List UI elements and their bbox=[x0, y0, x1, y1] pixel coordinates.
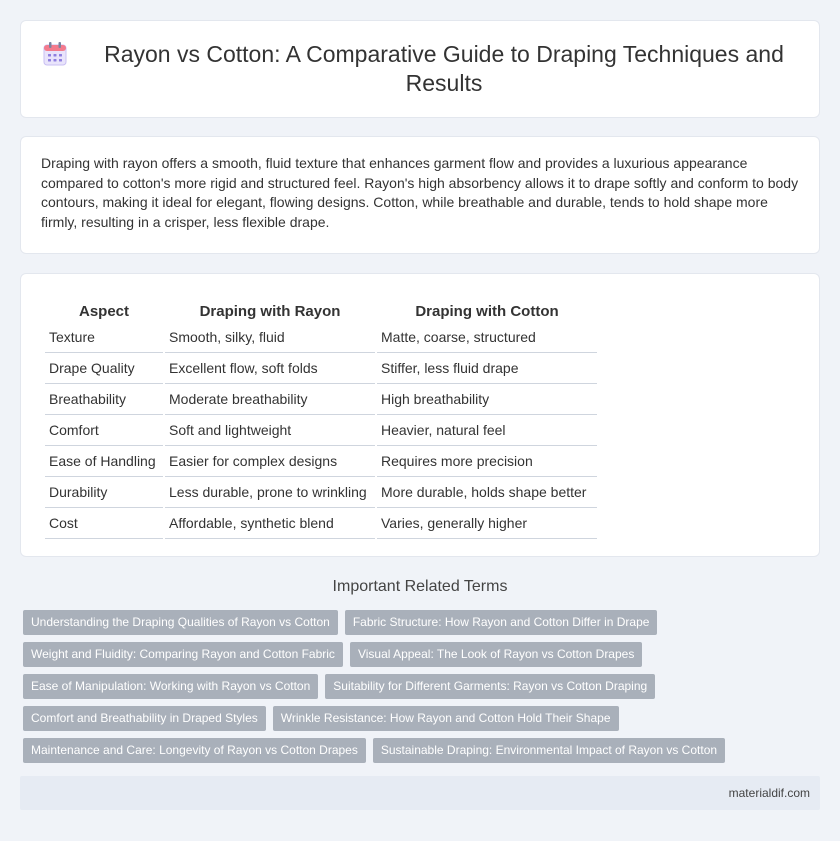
cell-rayon: Less durable, prone to wrinkling bbox=[165, 477, 375, 508]
site-name[interactable]: materialdif.com bbox=[728, 786, 810, 800]
cell-rayon: Easier for complex designs bbox=[165, 446, 375, 477]
tag-row bbox=[23, 674, 823, 699]
table-row bbox=[45, 322, 597, 353]
related-term-link[interactable]: Maintenance and Care: Longevity of Rayon vs Cotton Drapes bbox=[23, 738, 366, 763]
cell-rayon: Excellent flow, soft folds bbox=[165, 353, 375, 384]
header-cotton: Draping with Cotton bbox=[415, 303, 559, 320]
intro-card bbox=[20, 136, 820, 254]
related-term-link[interactable]: Sustainable Draping: Environmental Impact of Rayon vs Cotton bbox=[373, 738, 725, 763]
cell-rayon: Affordable, synthetic blend bbox=[165, 508, 375, 539]
table-row bbox=[45, 415, 597, 446]
header-rayon: Draping with Rayon bbox=[199, 303, 341, 320]
cell-cotton: Requires more precision bbox=[377, 446, 597, 477]
cell-cotton: Matte, coarse, structured bbox=[377, 322, 597, 353]
related-term-link[interactable]: Visual Appeal: The Look of Rayon vs Cotton Drapes bbox=[350, 642, 642, 667]
table-row bbox=[45, 446, 597, 477]
table-row bbox=[45, 508, 597, 539]
tag-row bbox=[23, 610, 823, 635]
related-term-link[interactable]: Comfort and Breathability in Draped Styles bbox=[23, 706, 266, 731]
related-term-link[interactable]: Ease of Manipulation: Working with Rayon vs Cotton bbox=[23, 674, 318, 699]
table-header-row bbox=[45, 294, 597, 322]
cell-rayon: Soft and lightweight bbox=[165, 415, 375, 446]
related-terms-list bbox=[23, 610, 823, 770]
cell-aspect: Breathability bbox=[45, 384, 163, 415]
related-term-link[interactable]: Understanding the Draping Qualities of Rayon vs Cotton bbox=[23, 610, 338, 635]
cell-aspect: Durability bbox=[45, 477, 163, 508]
related-term-link[interactable]: Weight and Fluidity: Comparing Rayon and Cotton Fabric bbox=[23, 642, 343, 667]
cell-rayon: Moderate breathability bbox=[165, 384, 375, 415]
table-row bbox=[45, 384, 597, 415]
cell-aspect: Cost bbox=[45, 508, 163, 539]
tag-row bbox=[23, 706, 823, 731]
cell-cotton: Varies, generally higher bbox=[377, 508, 597, 539]
tag-row bbox=[23, 738, 823, 763]
header-card bbox=[20, 20, 820, 118]
cell-aspect: Ease of Handling bbox=[45, 446, 163, 477]
cell-aspect: Texture bbox=[45, 322, 163, 353]
footer bbox=[20, 776, 820, 810]
table-row bbox=[45, 477, 597, 508]
comparison-card bbox=[20, 273, 820, 557]
cell-rayon: Smooth, silky, fluid bbox=[165, 322, 375, 353]
related-term-link[interactable]: Wrinkle Resistance: How Rayon and Cotton Hold Their Shape bbox=[273, 706, 619, 731]
header-aspect: Aspect bbox=[78, 303, 130, 320]
related-term-link[interactable]: Suitability for Different Garments: Rayon vs Cotton Draping bbox=[325, 674, 655, 699]
table-row bbox=[45, 353, 597, 384]
related-term-link[interactable]: Fabric Structure: How Rayon and Cotton Differ in Drape bbox=[345, 610, 658, 635]
calendar-icon bbox=[41, 40, 69, 68]
page-title: Rayon vs Cotton: A Comparative Guide to Draping Techniques and Results bbox=[104, 41, 784, 96]
cell-aspect: Drape Quality bbox=[45, 353, 163, 384]
cell-cotton: Heavier, natural feel bbox=[377, 415, 597, 446]
cell-cotton: High breathability bbox=[377, 384, 597, 415]
cell-cotton: More durable, holds shape better bbox=[377, 477, 597, 508]
comparison-table bbox=[43, 294, 599, 539]
cell-cotton: Stiffer, less fluid drape bbox=[377, 353, 597, 384]
intro-text: Draping with rayon offers a smooth, fluid texture that enhances garment flow and provides a luxurious appearance compared to cotton's more rigid and structured feel. Rayon's high absorbency allows it to drape softly and conform to body contours, making it ideal for elegant, flowing designs. Cotton, while breathable and durable, tends to hold shape more firmly, resulting in a crisper, less flexible drape. bbox=[41, 155, 799, 230]
related-terms-heading: Important Related Terms bbox=[332, 578, 508, 595]
tag-row bbox=[23, 642, 823, 667]
cell-aspect: Comfort bbox=[45, 415, 163, 446]
